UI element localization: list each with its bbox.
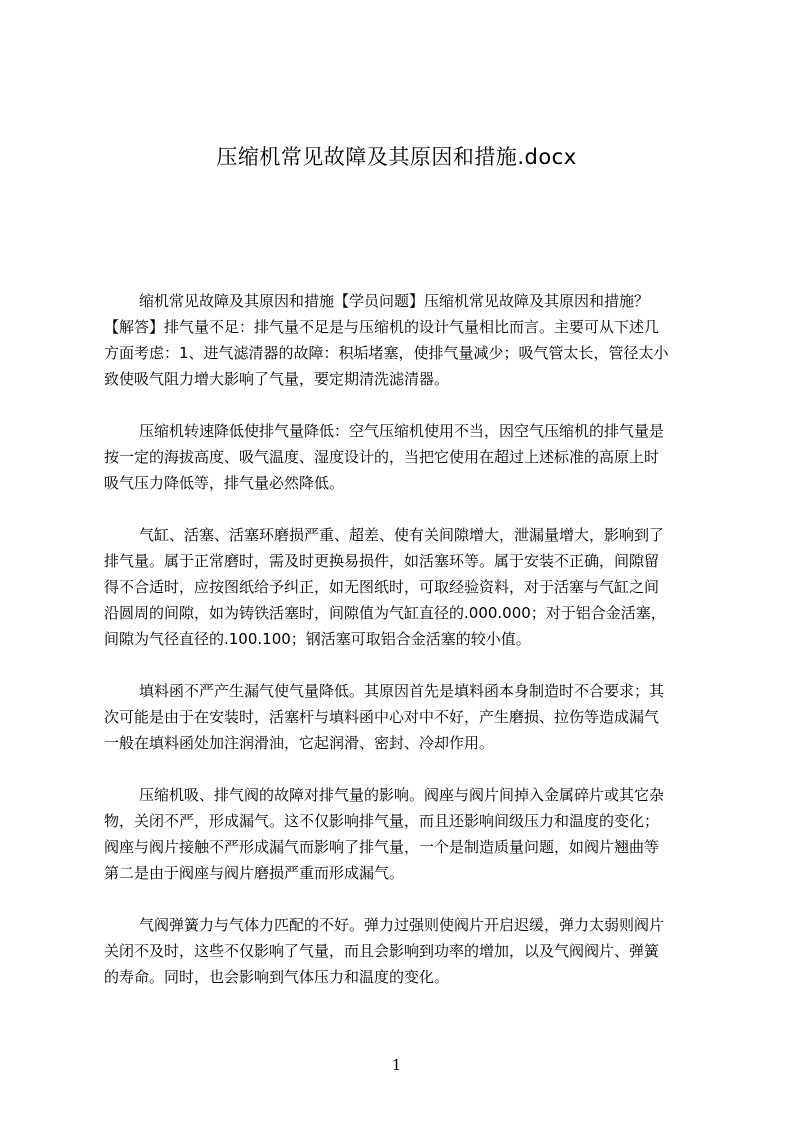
paragraph-line: 压缩机转速降低使排气量降低：空气压缩机使用不当，因空气压缩机的排气量是: [139, 422, 665, 440]
paragraph-line: 致使吸气阻力增大影响了气量，要定期清洗滤清器。: [104, 370, 450, 388]
paragraph-line: 填料函不严产生漏气使气量降低。其原因首先是填料函本身制造时不合要求；其: [139, 682, 665, 700]
paragraph-line: 排气量。属于正常磨时，需及时更换易损件，如活塞环等。属于安装不正确，间隙留: [104, 552, 660, 570]
paragraph-line: 关闭不及时，这些不仅影响了气量，而且会影响到功率的增加，以及气阀阀片、弹簧: [104, 942, 660, 960]
paragraph-2: [104, 418, 700, 496]
paragraph-1: [104, 288, 700, 392]
paragraph-line: 得不合适时，应按图纸给予纠正，如无图纸时，可取经验资料，对于活塞与气缸之间: [104, 578, 660, 596]
paragraph-line: 按一定的海拔高度、吸气温度、湿度设计的，当把它使用在超过上述标准的高原上时: [104, 448, 660, 466]
paragraph-line: 气阀弹簧力与气体力匹配的不好。弹力过强则使阀片开启迟缓，弹力太弱则阀片: [139, 916, 665, 934]
document-body: [104, 288, 700, 1016]
paragraph-5: [104, 782, 700, 886]
paragraph-line: 一般在填料函处加注润滑油，它起润滑、密封、冷却作用。: [104, 734, 495, 752]
paragraph-line: 方面考虑：1、进气滤清器的故障：积垢堵塞，使排气量减少；吸气管太长，管径太小: [104, 344, 669, 362]
paragraph-line: 沿圆周的间隙，如为铸铁活塞时，间隙值为气缸直径的.000.000；对于铝合金活塞，: [104, 604, 666, 622]
document-title: 压缩机常见故障及其原因和措施.docx: [216, 145, 577, 169]
page-number: 1: [391, 1056, 402, 1074]
paragraph-line: 第二是由于阀座与阀片磨损严重而形成漏气。: [104, 864, 405, 882]
paragraph-line: 气缸、活塞、活塞环磨损严重、超差、使有关间隙增大，泄漏量增大，影响到了: [139, 526, 665, 544]
paragraph-line: 次可能是由于在安装时，活塞杆与填料函中心对中不好，产生磨损、拉伤等造成漏气: [104, 708, 660, 726]
paragraph-line: 阀座与阀片接触不严形成漏气而影响了排气量，一个是制造质量问题，如阀片翘曲等: [104, 838, 660, 856]
paragraph-line: 吸气压力降低等，排气量必然降低。: [104, 474, 345, 492]
paragraph-line: 【解答】排气量不足：排气量不足是与压缩机的设计气量相比而言。主要可从下述几: [104, 318, 660, 336]
paragraph-6: [104, 912, 700, 990]
paragraph-line: 压缩机吸、排气阀的故障对排气量的影响。阀座与阀片间掉入金属碎片或其它杂: [139, 786, 665, 804]
paragraph-line: 的寿命。同时，也会影响到气体压力和温度的变化。: [104, 968, 450, 986]
paragraph-4: [104, 678, 700, 756]
paragraph-3: [104, 522, 700, 652]
paragraph-line: 间隙为气径直径的.100.100；钢活塞可取铝合金活塞的较小值。: [104, 630, 531, 648]
paragraph-line: 缩机常见故障及其原因和措施【学员问题】压缩机常见故障及其原因和措施？: [139, 292, 650, 310]
paragraph-line: 物，关闭不严，形成漏气。这不仅影响排气量，而且还影响间级压力和温度的变化；: [104, 812, 660, 830]
